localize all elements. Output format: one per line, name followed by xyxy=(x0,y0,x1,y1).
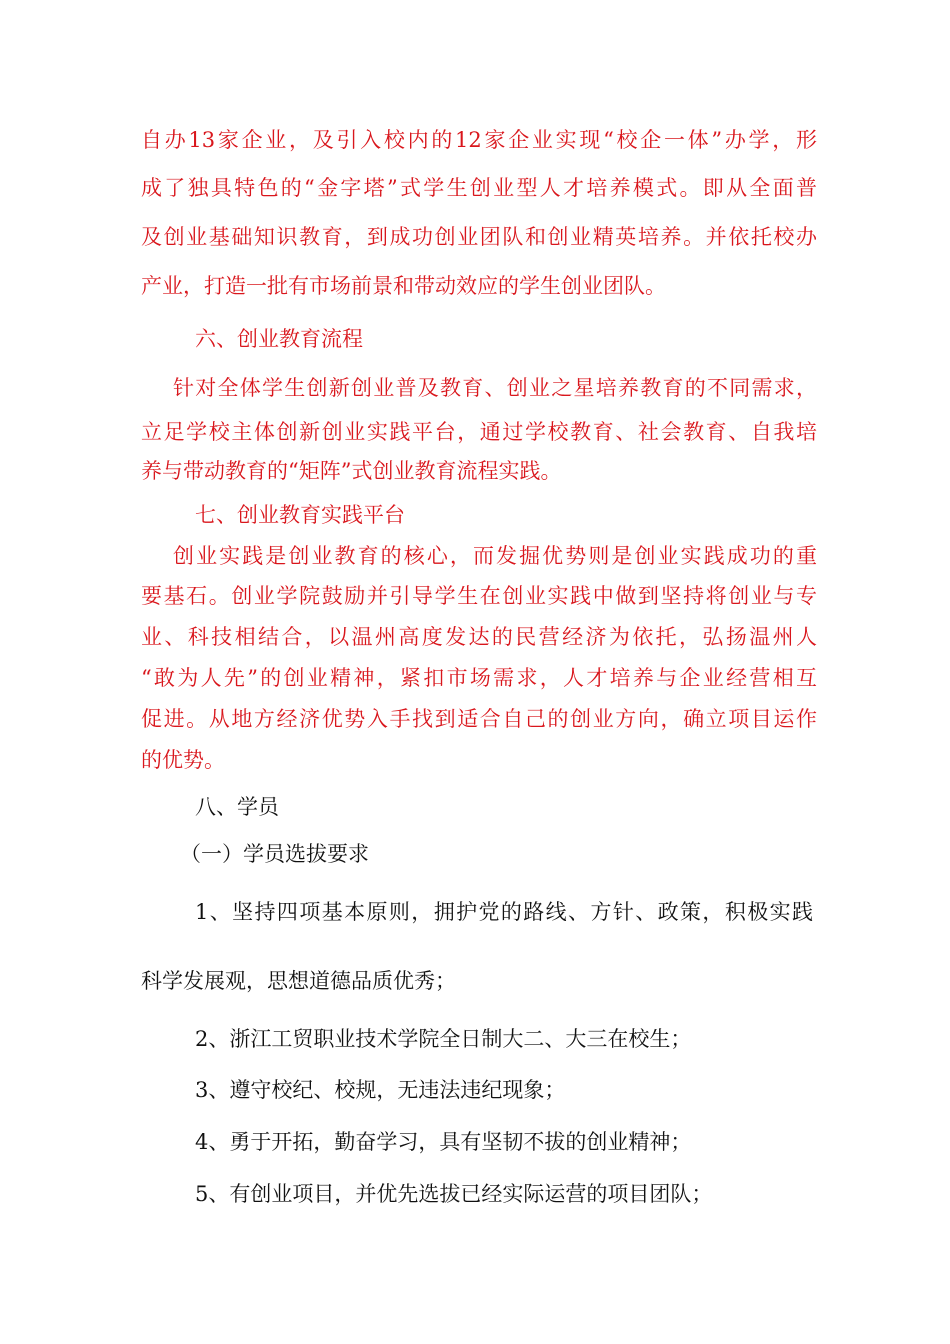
subheading-selection-requirements: （一）学员选拔要求 xyxy=(180,842,369,866)
paragraph-3-line-3: 业、科技相结合，以温州高度发达的民营经济为依托，弘扬温州人 xyxy=(141,625,817,649)
paragraph-3-line-1: 创业实践是创业教育的核心，而发掘优势则是创业实践成功的重 xyxy=(173,544,817,568)
paragraph-2-line-3: 养与带动教育的“矩阵”式创业教育流程实践。 xyxy=(141,459,562,483)
heading-8: 八、学员 xyxy=(195,795,279,819)
requirement-1-line-2: 科学发展观，思想道德品质优秀； xyxy=(141,969,456,993)
paragraph-1-line-3: 及创业基础知识教育，到成功创业团队和创业精英培养。并依托校办 xyxy=(141,225,817,249)
requirement-1-line-1: 1、坚持四项基本原则，拥护党的路线、方针、政策，积极实践 xyxy=(195,900,813,924)
paragraph-2-line-1: 针对全体学生创新创业普及教育、创业之星培养教育的不同需求， xyxy=(173,376,817,400)
requirement-2: 2、浙江工贸职业技术学院全日制大二、大三在校生； xyxy=(195,1027,692,1051)
paragraph-1-line-4: 产业，打造一批有市场前景和带动效应的学生创业团队。 xyxy=(141,274,666,298)
requirement-3: 3、遵守校纪、校规，无违法违纪现象； xyxy=(195,1078,566,1102)
requirement-5: 5、有创业项目，并优先选拔已经实际运营的项目团队； xyxy=(195,1182,713,1206)
paragraph-2-line-2: 立足学校主体创新创业实践平台，通过学校教育、社会教育、自我培 xyxy=(141,420,817,444)
requirement-4: 4、勇于开拓，勤奋学习，具有坚韧不拔的创业精神； xyxy=(195,1130,692,1154)
paragraph-1-line-1: 自办13家企业，及引入校内的12家企业实现“校企一体”办学，形 xyxy=(141,128,817,152)
heading-7: 七、创业教育实践平台 xyxy=(195,503,405,527)
paragraph-3-line-5: 促进。从地方经济优势入手找到适合自己的创业方向，确立项目运作 xyxy=(141,707,817,731)
paragraph-1-line-2: 成了独具特色的“金字塔”式学生创业型人才培养模式。即从全面普 xyxy=(141,176,817,200)
paragraph-3-line-2: 要基石。创业学院鼓励并引导学生在创业实践中做到坚持将创业与专 xyxy=(141,584,817,608)
paragraph-3-line-4: “敢为人先”的创业精神，紧扣市场需求，人才培养与企业经营相互 xyxy=(141,666,817,690)
paragraph-3-line-6: 的优势。 xyxy=(141,748,225,772)
heading-6: 六、创业教育流程 xyxy=(195,327,363,351)
